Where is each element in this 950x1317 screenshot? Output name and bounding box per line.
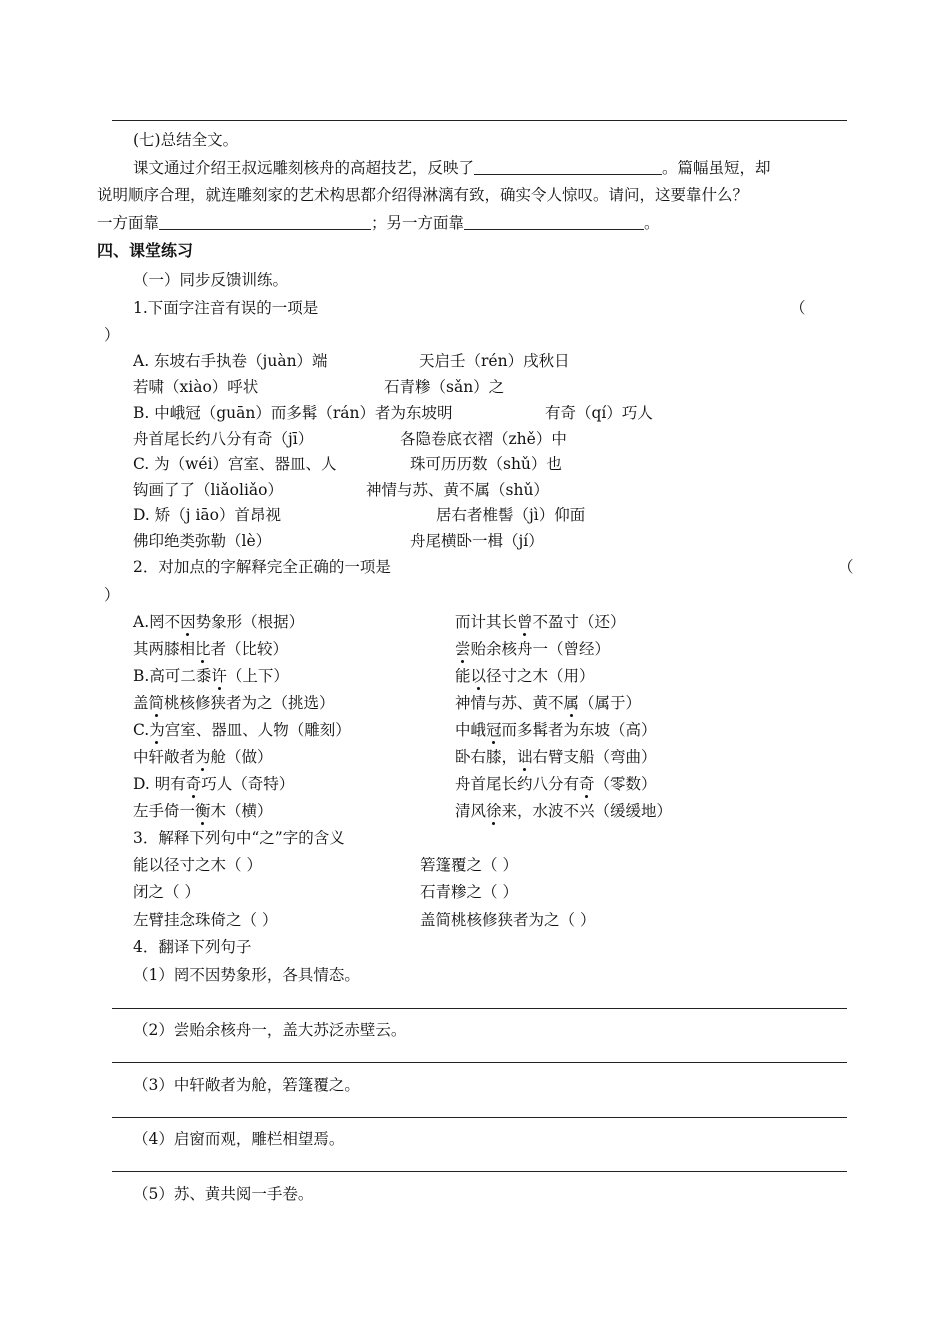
- summary-heading: (七)总结全文。: [133, 131, 239, 149]
- subsection-title: （一）同步反馈训练。: [133, 271, 289, 289]
- answer-blank[interactable]: （ ）: [226, 856, 262, 874]
- q2-right-item: 舟首尾长约八分有奇（零数）: [455, 775, 657, 793]
- summary-line3-b: ；另一方面靠: [371, 214, 465, 232]
- section-title: 四、课堂练习: [97, 241, 194, 260]
- q2-right-item: 而计其长曾不盈寸（还）: [455, 613, 626, 631]
- summary-line1: [133, 156, 771, 178]
- q4-item: （3）中轩敞者为舱，箬篷覆之。: [133, 1076, 360, 1094]
- q1-option-text: 舟首尾长约八分有奇（jī）: [133, 430, 314, 448]
- q3-stem: 3．解释下列句中“之”字的含义: [133, 829, 345, 847]
- q3-item: 箬篷覆之（ ）: [420, 856, 518, 874]
- summary-line3: [97, 211, 660, 233]
- q1-stem: 1.下面字注音有误的一项是: [133, 299, 319, 317]
- q4-item: （1）罔不因势象形，各具情态。: [133, 966, 360, 984]
- q1-option-text: 珠可历历数（shǔ）也: [410, 455, 562, 473]
- q2-right-item: 清风徐来，水波不兴（缓缓地）: [455, 802, 673, 820]
- q2-paren-close: ）: [104, 586, 120, 604]
- q3-item: 左臂挂念珠倚之（ ）: [133, 911, 278, 929]
- q2-right-item: 中峨冠而多髯者为东坡（高）: [455, 721, 657, 739]
- q2-left-item: B.高可二黍许（上下）: [133, 667, 289, 685]
- q2-left-item: 盖简桃核修狭者为之（挑选）: [133, 694, 335, 712]
- q1-option-text: 佛印绝类弥勒（lè）: [133, 532, 272, 550]
- q2-right-item: 能以径寸之木（用）: [455, 667, 595, 685]
- q1-option-text: 钩画了了（liǎoliǎo）: [133, 481, 283, 499]
- fill-blank-2[interactable]: [159, 214, 371, 231]
- q4-stem: 4．翻译下列句子: [133, 938, 252, 956]
- answer-blank[interactable]: （ ）: [482, 856, 518, 874]
- answer-line[interactable]: [112, 1062, 847, 1063]
- q1-option-text: D. 矫（j iāo）首昂视: [133, 506, 281, 524]
- q2-paren-open: （: [838, 558, 854, 576]
- answer-blank[interactable]: （ ）: [164, 883, 200, 901]
- q1-option-text: 各隐卷底衣褶（zhě）中: [400, 430, 567, 448]
- answer-line[interactable]: [112, 1008, 847, 1009]
- summary-line2: 说明顺序合理，就连雕刻家的艺术构思都介绍得淋漓有致，确实令人惊叹。请问，这要靠什么？: [97, 186, 749, 204]
- q2-left-item: 其两膝相比者（比较）: [133, 640, 289, 658]
- q1-option-text: 若啸（xiào）呼状: [133, 378, 259, 396]
- answer-blank[interactable]: （ ）: [559, 911, 596, 929]
- q1-option-text: 居右者椎髻（jì）仰面: [436, 506, 586, 524]
- q2-left-item: D. 明有奇巧人（奇特）: [133, 775, 295, 793]
- summary-line3-a: 一方面靠: [97, 214, 160, 232]
- q1-paren-open: （: [790, 299, 806, 317]
- q4-item: （5）苏、黄共阅一手卷。: [133, 1185, 314, 1203]
- q2-right-item: 尝贻余核舟一（曾经）: [455, 640, 611, 658]
- q2-stem: 2．对加点的字解释完全正确的一项是: [133, 558, 391, 576]
- q3-item: 盖简桃核修狭者为之（ ）: [420, 911, 596, 929]
- q2-left-item: 左手倚一衡木（横）: [133, 802, 273, 820]
- answer-line[interactable]: [112, 1171, 847, 1172]
- q1-option-text: 天启壬（rén）戌秋日: [419, 352, 570, 370]
- q2-left-item: A.罔不因势象形（根据）: [133, 613, 305, 631]
- q2-left-item: C.为宫室、器皿、人物（雕刻）: [133, 721, 351, 739]
- answer-blank[interactable]: （ ）: [482, 883, 518, 901]
- q1-option-text: C. 为（wéi）宫室、器皿、人: [133, 455, 337, 473]
- summary-line1-tail: 。篇幅虽短，却: [662, 159, 771, 177]
- q3-item: 石青糁之（ ）: [420, 883, 518, 901]
- q3-item: 能以径寸之木（ ）: [133, 856, 262, 874]
- q1-option-text: 舟尾横卧一楫（jí）: [410, 532, 544, 550]
- summary-line3-c: 。: [644, 214, 660, 232]
- summary-line1-text: 课文通过介绍王叔远雕刻核舟的高超技艺，反映了: [133, 159, 475, 177]
- answer-line[interactable]: [112, 1117, 847, 1118]
- q1-option-text: 有奇（qí）巧人: [545, 404, 653, 422]
- q3-item: 闭之（ ）: [133, 883, 200, 901]
- q1-option-text: 神情与苏、黄不属（shǔ）: [366, 481, 549, 499]
- q4-item: （4）启窗而观，雕栏相望焉。: [133, 1130, 345, 1148]
- q2-right-item: 卧右膝，诎右臂支船（弯曲）: [455, 748, 657, 766]
- top-rule: [112, 120, 847, 121]
- q1-option-text: B. 中峨冠（guān）而多髯（rán）者为东坡明: [133, 404, 453, 422]
- q1-option-text: 石青糁（sǎn）之: [384, 378, 505, 396]
- q2-left-item: 中轩敞者为舱（做）: [133, 748, 273, 766]
- q1-option-text: A. 东坡右手执卷（juàn）端: [133, 352, 328, 370]
- q2-right-item: 神情与苏、黄不属（属于）: [455, 694, 642, 712]
- q4-item: （2）尝贻余核舟一，盖大苏泛赤壁云。: [133, 1021, 407, 1039]
- q1-paren-close: ）: [104, 326, 120, 344]
- fill-blank-3[interactable]: [464, 214, 644, 231]
- fill-blank-1[interactable]: [474, 159, 662, 176]
- answer-blank[interactable]: （ ）: [241, 911, 278, 929]
